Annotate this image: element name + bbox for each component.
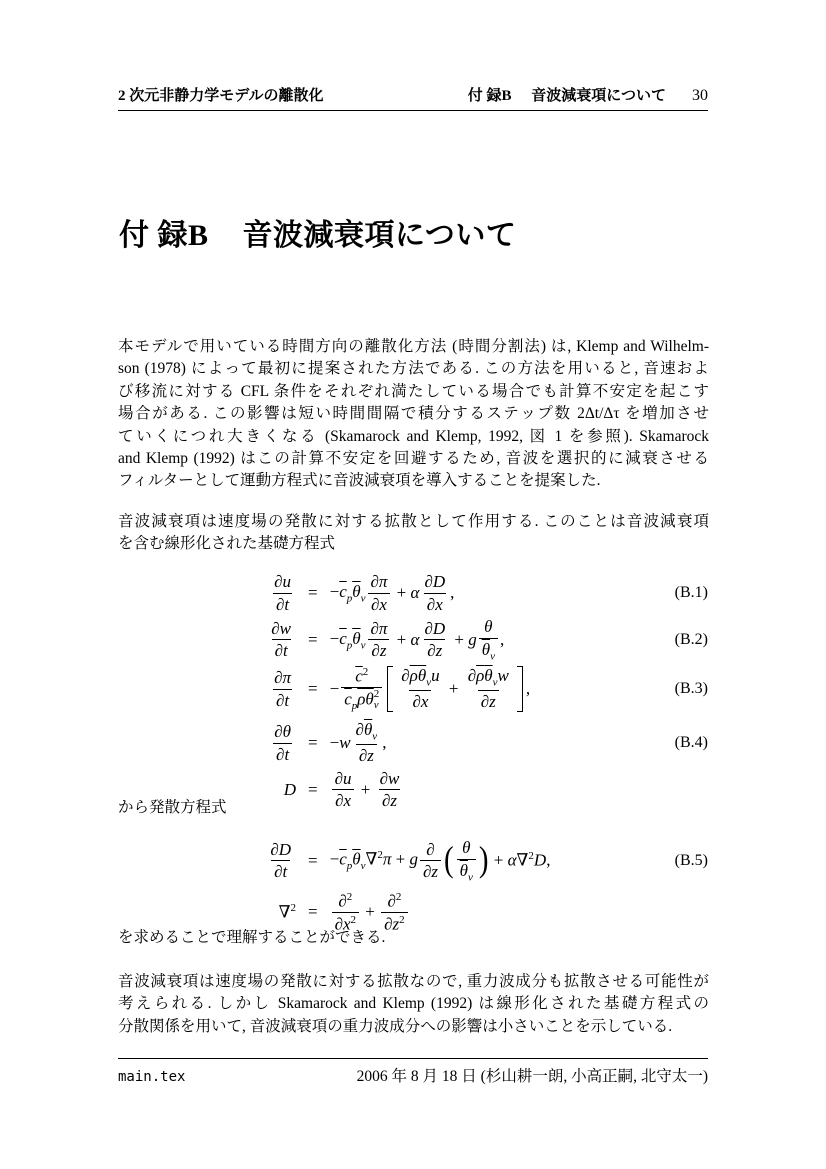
footer-filename: main.tex [118,1069,186,1085]
math-fraction: $\frac{\partial u}{\partial x}$ [332,769,355,811]
text-line: 本モデルで用いている時間方向の離散化方法 (時間分割法) は, Klemp and Wilhelm- [118,338,709,355]
text-line: ていくにつれ大きくなる (Skamarock and Klemp, 1992, 図 1 を参照). Skamarock [118,427,709,445]
page-footer [118,1058,708,1086]
equation-b5-number: (B.5) [674,851,708,869]
equals-sign: = [308,679,318,699]
text-line: 音波減衰項は速度場の発散に対する拡散として作用する. このことは音波減衰項 [118,513,709,530]
math-fraction: $\frac{\partial^2}{\partial x^2}$ [332,891,359,934]
math-paren: ) [478,840,489,881]
equals-sign: = [308,629,318,649]
math-run: + [444,679,463,699]
equation-block-basic-equations [118,569,708,814]
paragraph-time-splitting [118,336,709,493]
chapter-title-label: 付 録B [119,219,209,252]
equation-b1-number: (B.1) [674,584,708,602]
math-supsub: 2 v [373,687,380,712]
equation-b4-rhs [330,720,656,766]
equation-b4-lhs [118,722,296,764]
math-run: + [361,902,380,922]
math-run: , [450,583,455,603]
text-line: 分散関係を用いて, 音波減衰項の重力波成分への影響は小さいことを示している. [118,1017,673,1035]
equation-block-divergence-equation [118,831,708,941]
equation-b2-rhs [330,617,656,663]
text-line: 音波減衰項は速度場の発散に対する拡散なので, 重力波成分も拡散させる可能性が [118,973,709,990]
equation-b3-number: (B.3) [674,680,708,698]
math-fraction: $\frac{\partial D}{\partial z}$ [424,618,446,661]
paragraph-gravity-wave-effect [118,971,709,1038]
equation-b5-lhs [118,840,296,882]
page-number: 30 [692,87,708,104]
math-fraction: $\frac{\partial w}{\partial t}$ [271,618,291,661]
equation-b1-rhs [330,572,656,614]
text-line: 場合がある. この影響は短い時間間隔で積分するステップ数 2Δt/Δτ を増加させ [118,405,709,423]
equals-sign: = [308,779,318,799]
header-chapter [468,84,666,105]
chapter-title-text: 音波減衰項について [242,219,517,252]
math-run: , [525,679,531,699]
paragraph-understanding [118,927,709,949]
math-fraction: $\frac{\theta}{\overline{\theta}_v}$ [479,617,498,663]
math-run: −w [329,733,351,753]
equals-sign: = [308,902,318,922]
math-run: , [499,629,505,649]
header-section-title: 2 次元非静力学モデルの離散化 [118,88,324,104]
math-fraction: $\frac{\partial\pi}{\partial z}$ [367,619,390,661]
math-fraction: $\frac{\partial\overline{\theta}_v}{\partial z}$ [355,720,378,766]
math-fraction: $\frac{\partial\theta}{\partial t}$ [274,722,291,764]
math-fraction: $\frac{\partial D}{\partial x}$ [424,572,446,614]
equation-b3-rhs [330,666,656,713]
equation-b5 [118,838,708,884]
equation-b2-lhs [118,619,296,661]
equation-b1-lhs [118,572,296,614]
text-line: son (1978) によって最初に提案された方法である. この方法を用いると, 音速およ [118,360,709,378]
equation-b2 [118,617,708,663]
equation-b4-number: (B.4) [674,734,708,752]
math-fraction: $\frac{\partial w}{\partial z}$ [379,768,400,811]
text-line: から発散方程式 [118,799,227,816]
text-line: 考えられる. しかし Skamarock and Klemp (1992) は線形化された基礎方程式の [118,995,709,1013]
footer-date: 2006 年 8 月 18 日 (杉山耕一朗, 小高正嗣, 北守太一) [356,1068,708,1085]
equation-b3-lhs [118,668,296,710]
math-run: D [283,779,296,799]
math-paren: ( [444,840,454,881]
text-line: を求めることで理解することができる. [118,929,386,946]
paragraph-damping-intro [118,511,709,556]
equation-b4 [118,720,708,766]
math-run: + α [392,629,420,649]
math-fraction: $\frac{\partial}{\partial z}$ [420,840,441,882]
equation-b5-rhs [330,838,656,884]
math-run: + [356,779,375,799]
math-fraction: $\overline{c}^2$ $\overline{c}_p\overline{\rho}\overline{\theta}$ 2 v [341,666,382,713]
math-run: ∇$^2$ [278,901,296,922]
math-run: + α [392,583,420,603]
math-run: , [382,733,387,753]
math-fraction: $\frac{\theta}{\overline{\theta}_v}$ [457,838,476,884]
math-fraction: $\frac{\partial\pi}{\partial t}$ [274,667,291,710]
text-line: を含む線形化された基礎方程式 [118,535,336,553]
equals-sign: = [308,583,318,603]
text-line: び移流に対する CFL 条件をそれぞれ満たしている場合でも計算不安定を起こす [118,382,709,400]
header-chapter-label: 付 録B [467,88,512,104]
math-fraction: $\frac{\partial u}{\partial t}$ [274,572,291,614]
text-line: and Klemp (1992) はこの計算不安定を回避するため, 音波を選択的に減衰させる [118,450,709,468]
math-fraction: $\frac{\partial\pi}{\partial x}$ [367,572,390,614]
math-run: $-\overline{c}_p\overline{\theta}_v$ [329,628,366,652]
math-run: $-\overline{c}_p\overline{\theta}_v\nabla^2\pi + g$ [329,849,418,873]
math-run: + g [450,629,477,649]
equation-b1 [118,572,708,614]
equals-sign: = [308,850,318,870]
math-fraction: $\frac{\partial D}{\partial t}$ [270,839,291,882]
equation-b2-number: (B.2) [674,630,708,648]
math-run: $-\overline{c}_p\overline{\theta}_v$ [329,581,366,605]
paragraph-from-divergence [118,797,709,819]
equation-b3 [118,666,708,713]
math-bracket [387,666,393,713]
equals-sign: = [308,733,318,753]
math-fraction: $\frac{\partial\overline{\rho}\overline{\theta}_vw}{\partial z}$ [467,666,509,712]
math-fraction: $\frac{\partial^2}{\partial z^2}$ [381,891,408,934]
header-chapter-title: 音波減衰項について [531,88,666,104]
page-header [118,84,708,111]
text-line: フィルターとして運動方程式に音波減衰項を導入することを提案した. [118,472,601,490]
math-bracket [517,666,523,713]
math-fraction: $\frac{\partial\overline{\rho}\overline{\theta}_vu}{\partial x}$ [401,666,440,712]
math-run: − [329,679,340,699]
chapter-title [119,210,516,254]
math-run: + α∇$^2$D, [489,850,551,871]
equation-nabla2-lhs [118,902,296,923]
